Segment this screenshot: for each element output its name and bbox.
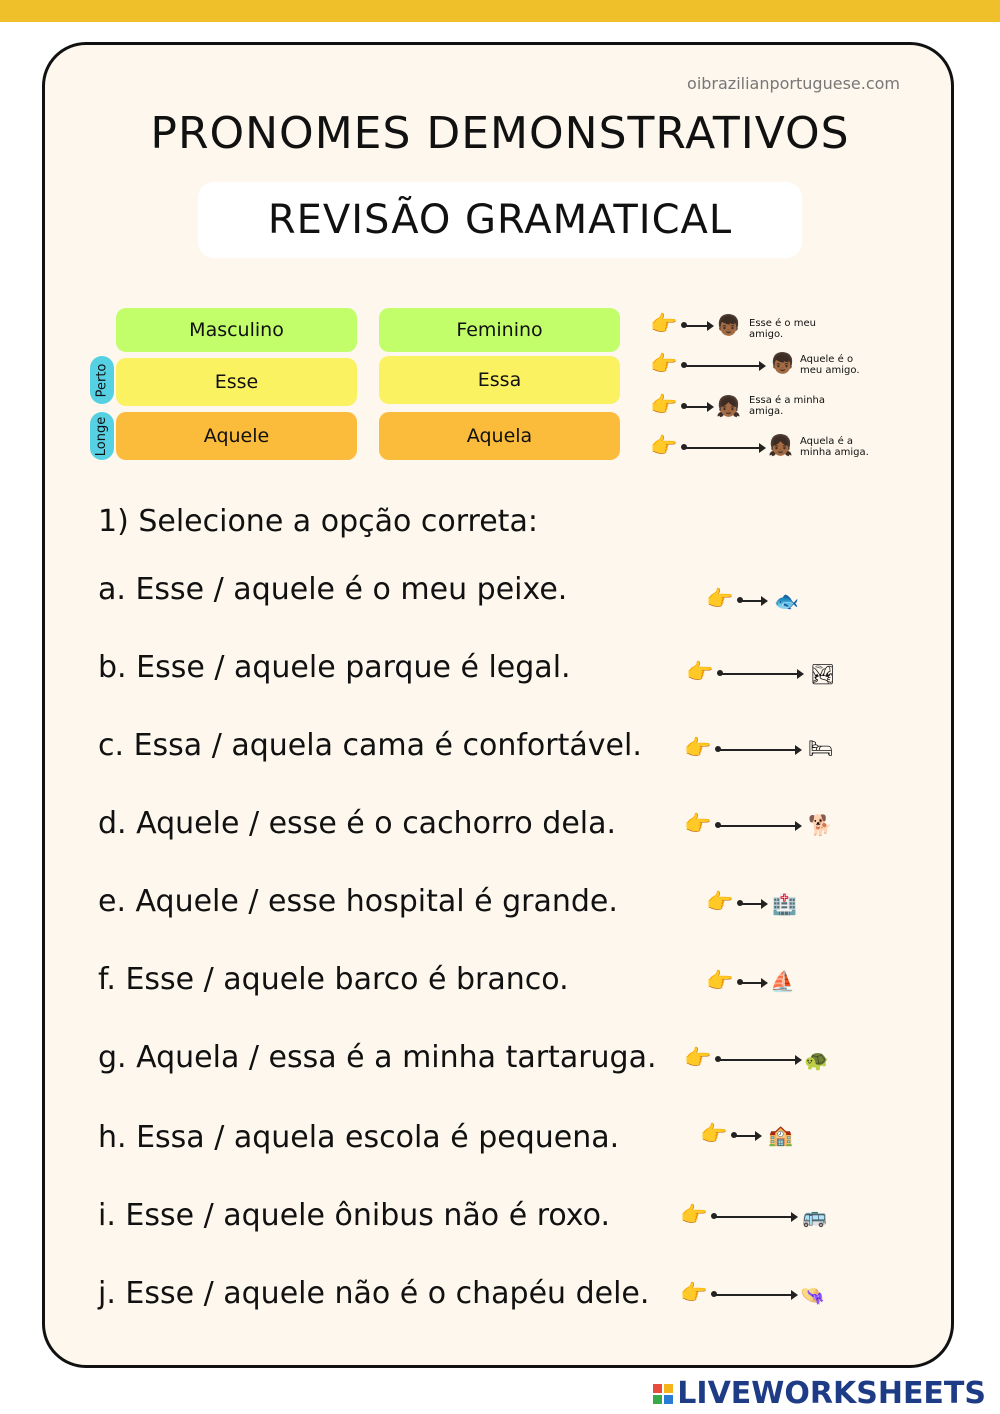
pointing-hand-icon: 👉	[684, 1046, 712, 1071]
site-url: oibrazilianportuguese.com	[687, 74, 900, 93]
near-arrow	[734, 1135, 760, 1137]
pointing-hand-icon: 👉	[684, 736, 712, 761]
dog-icon: 🐕	[808, 813, 833, 837]
far-arrow	[718, 749, 800, 751]
question-f[interactable]: f. Esse / aquele barco é branco.	[98, 962, 569, 997]
bus-icon: 🚌	[802, 1204, 827, 1228]
hat-icon: 👒	[800, 1283, 825, 1307]
pointing-hand-icon: 👉	[684, 812, 712, 837]
pointing-hand-icon: 👉	[650, 434, 678, 459]
legend-text: Esse é o meu amigo.	[749, 318, 816, 340]
question-g[interactable]: g. Aquela / essa é a minha tartaruga.	[98, 1040, 657, 1075]
legend-text: Aquela é a minha amiga.	[800, 436, 869, 458]
bed-icon: 🛏	[808, 736, 834, 760]
instruction: 1) Selecione a opção correta:	[98, 504, 538, 539]
question-c[interactable]: c. Essa / aquela cama é confortável.	[98, 728, 642, 763]
question-j[interactable]: j. Esse / aquele não é o chapéu dele.	[98, 1276, 650, 1311]
subtitle-box	[198, 182, 802, 258]
header-masculino: Masculino	[116, 308, 357, 352]
question-i[interactable]: i. Esse / aquele ônibus não é roxo.	[98, 1198, 610, 1233]
near-arrow	[684, 325, 712, 327]
turtle-icon: 🐢	[804, 1048, 829, 1072]
far-arrow	[718, 825, 800, 827]
near-arrow	[740, 600, 766, 602]
pointing-hand-icon: 👉	[650, 312, 678, 337]
top-accent-bar	[0, 0, 1000, 22]
liveworksheets-logo-icon	[653, 1384, 673, 1404]
near-arrow	[740, 903, 766, 905]
pointing-hand-icon: 👉	[680, 1203, 708, 1228]
cell-esse: Esse	[116, 358, 357, 406]
sailboat-icon: ⛵	[770, 969, 795, 993]
school-icon: 🏫	[768, 1123, 793, 1147]
pointing-hand-icon: 👉	[650, 352, 678, 377]
far-arrow	[684, 447, 764, 449]
page-title: PRONOMES DEMONSTRATIVOS	[150, 108, 850, 159]
legend-text: Essa é a minha amiga.	[749, 395, 826, 417]
far-arrow	[718, 1059, 800, 1061]
footer-brand: LIVEWORKSHEETS	[677, 1376, 986, 1411]
question-b[interactable]: b. Esse / aquele parque é legal.	[98, 650, 571, 685]
pointing-hand-icon: 👉	[686, 660, 714, 685]
pointing-hand-icon: 👉	[706, 969, 734, 994]
near-arrow	[684, 406, 712, 408]
far-arrow	[714, 1216, 796, 1218]
pointing-hand-icon: 👉	[706, 587, 734, 612]
fish-icon: 🐟	[774, 589, 799, 613]
pointing-hand-icon: 👉	[700, 1122, 728, 1147]
liveworksheets-logo	[653, 1376, 986, 1411]
far-arrow	[684, 365, 764, 367]
question-e[interactable]: e. Aquele / esse hospital é grande.	[98, 884, 618, 919]
question-d[interactable]: d. Aquele / esse é o cachorro dela.	[98, 806, 617, 841]
page-subtitle: REVISÃO GRAMATICAL	[267, 197, 733, 243]
pointing-hand-icon: 👉	[680, 1281, 708, 1306]
far-arrow	[714, 1294, 796, 1296]
boy-icon: 👦🏾	[770, 351, 795, 375]
header-feminino: Feminino	[379, 308, 620, 352]
cell-essa: Essa	[379, 356, 620, 404]
side-tag-longe: Longe	[90, 412, 114, 460]
girl-icon: 👧🏾	[768, 433, 793, 457]
pointing-hand-icon: 👉	[650, 393, 678, 418]
girl-icon: 👧🏾	[716, 394, 741, 418]
cell-aquela: Aquela	[379, 412, 620, 460]
pointing-hand-icon: 👉	[706, 890, 734, 915]
legend-text: Aquele é o meu amigo.	[800, 354, 860, 376]
side-tag-perto: Perto	[90, 356, 114, 404]
boy-icon: 👦🏾	[716, 313, 741, 337]
hospital-icon: 🏥	[772, 892, 797, 916]
question-a[interactable]: a. Esse / aquele é o meu peixe.	[98, 572, 568, 607]
question-h[interactable]: h. Essa / aquela escola é pequena.	[98, 1120, 620, 1155]
cell-aquele: Aquele	[116, 412, 357, 460]
near-arrow	[740, 982, 766, 984]
park-icon: 🏞	[810, 662, 836, 686]
far-arrow	[720, 673, 802, 675]
